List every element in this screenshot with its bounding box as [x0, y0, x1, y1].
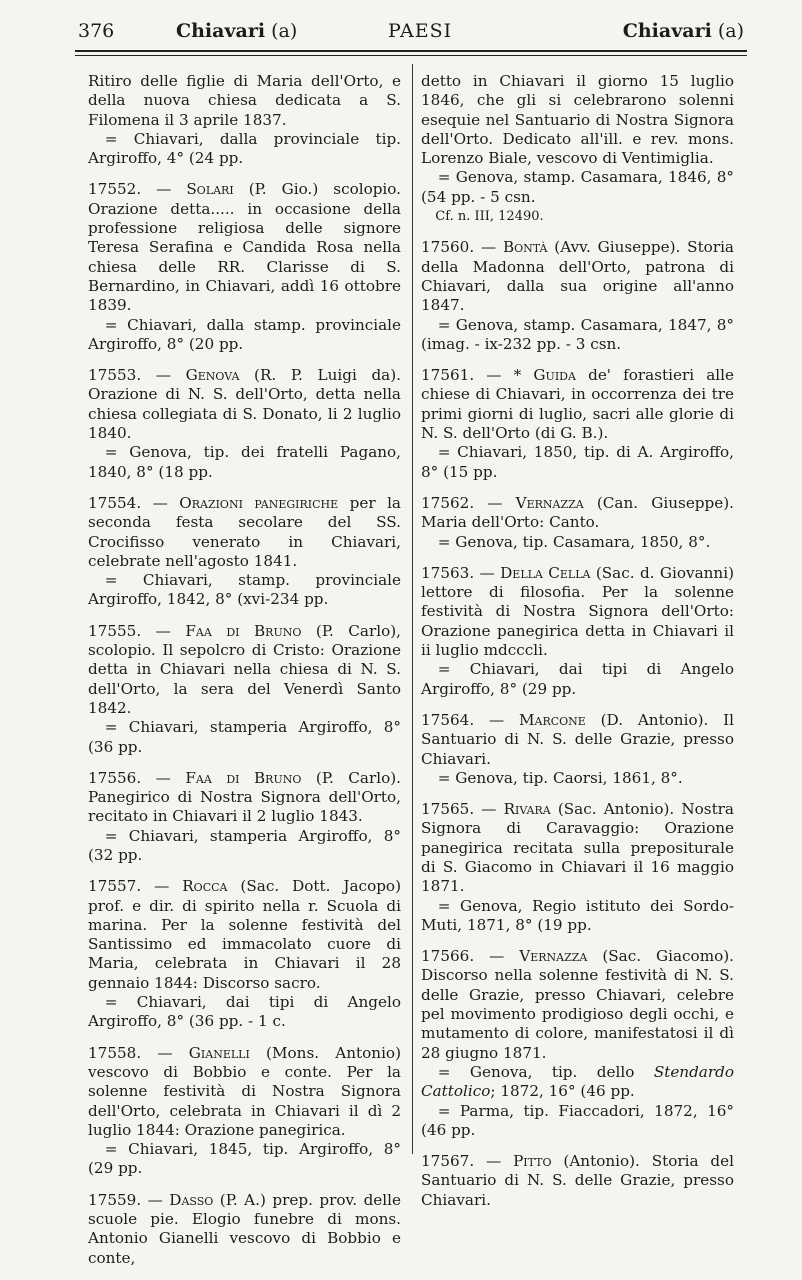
entry-imprint-2: = Parma, tip. Fiaccadori, 1872, 16° (46 pp. — [421, 1101, 734, 1139]
entry-title: (P. A.) prep. prov. delle scuole pie. Elogio funebre di mons. Antonio Gianelli vescovo di Bobbio e conte, — [88, 1190, 401, 1267]
entry-title: (Antonio). Storia del Santuario di N. S. delle Grazie, presso Chiavari. — [421, 1152, 734, 1209]
entry-author: Marcone — [518, 710, 586, 729]
entry-number: 17562. — — [421, 493, 503, 512]
entry-imprint: = Genova, stamp. Casamara, 1846, 8° (54 pp. - 5 csn. — [421, 168, 734, 206]
header-center-title: PAESI — [388, 20, 453, 42]
entry-number: 17552. — — [88, 180, 172, 199]
entry-title: per la seconda festa secolare del SS. Crocifisso venerato in Chiavari, celebrate nell'agosto 1841. — [88, 493, 401, 570]
entry-author: Vernazza — [519, 947, 588, 966]
header-right-title: Chiavari (a) — [622, 20, 744, 42]
entry-number: 17557. — — [88, 877, 170, 896]
entry-imprint: = Chiavari, dalla stamp. provinciale Argiroffo, 8° (20 pp. — [88, 315, 401, 353]
entry-number: 17560. — — [421, 238, 497, 257]
entry-author: Della Cella — [500, 563, 591, 582]
header-rule-thick — [75, 50, 747, 52]
entry-text: Ritiro delle figlie di Maria dell'Orto, e della nuova chiesa dedicata a S. Filomena il 3 aprile 1837. — [88, 72, 401, 129]
entry-number: 17563. — — [421, 563, 495, 582]
entry-imprint: = Chiavari, stamp. provinciale Argiroffo, 1842, 8° (xvi-234 pp. — [88, 571, 401, 609]
header-rule-thin — [75, 55, 747, 56]
entry-imprint: = Genova, tip. Casamara, 1850, 8°. — [437, 532, 711, 551]
entry-author: Gianelli — [188, 1043, 250, 1062]
entry-title: de' forastieri alle chiese di Chiavari, in occorrenza dei tre primi giorni di luglio, sacri alle glorie di N. S. dell'Orto (di G. B.). — [421, 366, 735, 443]
entry-17562 — [421, 494, 734, 552]
entry-title: (Sac. Giacomo). Discorso nella solenne festività di N. S. delle Grazie, presso Chiavari, celebre pel movimento prodigioso degli occhi, e mutamento di colore, manifestatosi il dì 28 giugno 1871. — [421, 947, 734, 1062]
entry-author: Bontà — [503, 238, 548, 257]
entry-continuation — [421, 72, 734, 226]
entry-number: 17559. — — [88, 1190, 163, 1209]
entry-title: (P. Carlo). Panegirico di Nostra Signora dell'Orto, recitato in Chiavari il 2 luglio 1843. — [88, 768, 401, 826]
entry-number: 17558. — — [88, 1043, 173, 1062]
entry-number: 17566. — — [421, 947, 505, 966]
right-column — [421, 72, 734, 1222]
entry-17560 — [421, 238, 734, 354]
entry-author: Genova — [185, 366, 240, 385]
entry-17559 — [88, 1191, 401, 1268]
entry-imprint: = Chiavari, stamperia Argiroffo, 8° (36 pp. — [88, 718, 401, 756]
entry-17561 — [421, 366, 734, 482]
entry-title: (R. P. Luigi da). Orazione di N. S. dell'Orto, detta nella chiesa collegiata di S. Donato, li 2 luglio 1840. — [88, 366, 401, 443]
entry-text: detto in Chiavari il giorno 15 luglio 1846, che gli si celebrarono solenni esequie nel Santuario di Nostra Signora dell'Orto. Dedicato all'ill. e rev. mons. Lorenzo Biale, vescovo di Ventimiglia. — [421, 72, 734, 168]
entry-17557 — [88, 877, 401, 1031]
entry-author: Vernazza — [515, 493, 584, 512]
entry-number: 17564. — — [421, 710, 505, 729]
entry-title: (Sac. d. Giovanni) lettore di filosofia. Per la solenne festività di Nostra Signora dell'Orto: Orazione panegirica detta in Chiavari il ii luglio mdcccli. — [421, 563, 734, 660]
entry-17553 — [88, 366, 401, 482]
entry-author: Faa di Bruno — [185, 621, 302, 640]
entry-note: Cf. n. III, 12490. — [435, 209, 544, 225]
entry-17555 — [88, 622, 401, 757]
running-header — [78, 16, 744, 46]
entry-title: (D. Antonio). Il Santuario di N. S. delle Grazie, presso Chiavari. — [421, 710, 735, 768]
entry-17558 — [88, 1044, 401, 1179]
page-number: 376 — [78, 20, 115, 42]
entry-imprint: = Chiavari, dai tipi di Angelo Argiroffo, 8° (29 pp. — [421, 660, 734, 698]
entry-title: (Sac. Antonio). Nostra Signora di Caravaggio: Orazione panegirica recitata sulla prepositurale di S. Giacomo in Chiavari il 16 maggio 1871. — [421, 800, 734, 896]
entry-author: Guida — [533, 366, 576, 385]
entry-imprint: = Genova, Regio istituto dei Sordo-Muti, 1871, 8° (19 pp. — [421, 896, 734, 934]
entry-author: Rocca — [182, 877, 228, 896]
entry-17567 — [421, 1152, 734, 1210]
entry-17556 — [88, 769, 401, 865]
entry-number: 17555. — — [88, 621, 171, 640]
entry-imprint: = Chiavari, 1850, tip. di A. Argiroffo, 8° (15 pp. — [421, 443, 734, 481]
entry-17554 — [88, 494, 401, 610]
entry-imprint: = Chiavari, 1845, tip. Argiroffo, 8° (29 pp. — [88, 1140, 401, 1178]
entry-imprint: = Genova, tip. dello Stendardo Cattolico; 1872, 16° (46 pp. — [421, 1062, 734, 1101]
entry-author: Rivara — [503, 800, 551, 819]
entry-17564 — [421, 711, 734, 788]
entry-title: (Can. Giuseppe). Maria dell'Orto: Canto. — [421, 493, 734, 532]
entry-number: 17556. — — [88, 768, 171, 787]
entry-author: Solari — [186, 180, 234, 199]
entry-title: (P. Carlo), scolopio. Il sepolcro di Cristo: Orazione detta in Chiavari nella chiesa di N. S. dell'Orto, la sera del Venerdì Santo 1842. — [88, 621, 401, 717]
entry-title: (Avv. Giuseppe). Storia della Madonna dell'Orto, patrona di Chiavari, dalla sua origine all'anno 1847. — [421, 238, 734, 315]
entry-imprint: = Genova, tip. Caorsi, 1861, 8°. — [437, 768, 683, 787]
entry-imprint: = Genova, tip. dei fratelli Pagano, 1840, 8° (18 pp. — [88, 443, 401, 481]
entry-author: Pitto — [513, 1152, 552, 1171]
column-separator — [412, 64, 413, 1154]
entry-title: (Mons. Antonio) vescovo di Bobbio e conte. Per la solenne festività di Nostra Signora dell'Orto, celebrata in Chiavari il dì 2 luglio 1844: Orazione panegirica. — [88, 1043, 401, 1139]
header-left-title: Chiavari (a) — [176, 20, 298, 42]
entry-number: 17565. — — [421, 800, 497, 819]
entry-number: 17553. — — [88, 366, 171, 385]
entry-continuation — [88, 72, 401, 168]
entry-imprint: = Chiavari, dalla provinciale tip. Argiroffo, 4° (24 pp. — [88, 129, 401, 168]
entry-author: Faa di Bruno — [185, 768, 302, 787]
entry-imprint: = Genova, stamp. Casamara, 1847, 8° (imag. - ix-232 pp. - 3 csn. — [421, 315, 734, 353]
entry-17565 — [421, 800, 734, 935]
entry-17552 — [88, 180, 401, 354]
entry-number: 17554. — — [88, 493, 168, 512]
entry-imprint: = Chiavari, dai tipi di Angelo Argiroffo, 8° (36 pp. - 1 c. — [88, 993, 401, 1031]
entry-number: 17567. — — [421, 1152, 502, 1171]
entry-17563 — [421, 564, 734, 699]
entry-author: Dasso — [169, 1190, 214, 1209]
entry-17566 — [421, 947, 734, 1140]
left-column — [88, 72, 401, 1280]
entry-title: (P. Gio.) scolopio. Orazione detta..... in occasione della professione religiosa delle signore Teresa Serafina e Candida Rosa nella chiesa delle RR. Clarisse di S. Bernardino, in Chiavari, addì 16 ottobre 1839. — [88, 180, 401, 315]
entry-number: 17561. — * — [421, 366, 522, 385]
entry-author: Orazioni panegiriche — [179, 493, 339, 512]
entry-imprint: = Chiavari, stamperia Argiroffo, 8° (32 pp. — [88, 826, 401, 864]
entry-title: (Sac. Dott. Jacopo) prof. e dir. di spirito nella r. Scuola di marina. Per la solenne festività del Santissimo ed immacolato cuore di Maria, celebrata in Chiavari il 28 gennaio 1844: Discorso sacro. — [88, 877, 401, 992]
